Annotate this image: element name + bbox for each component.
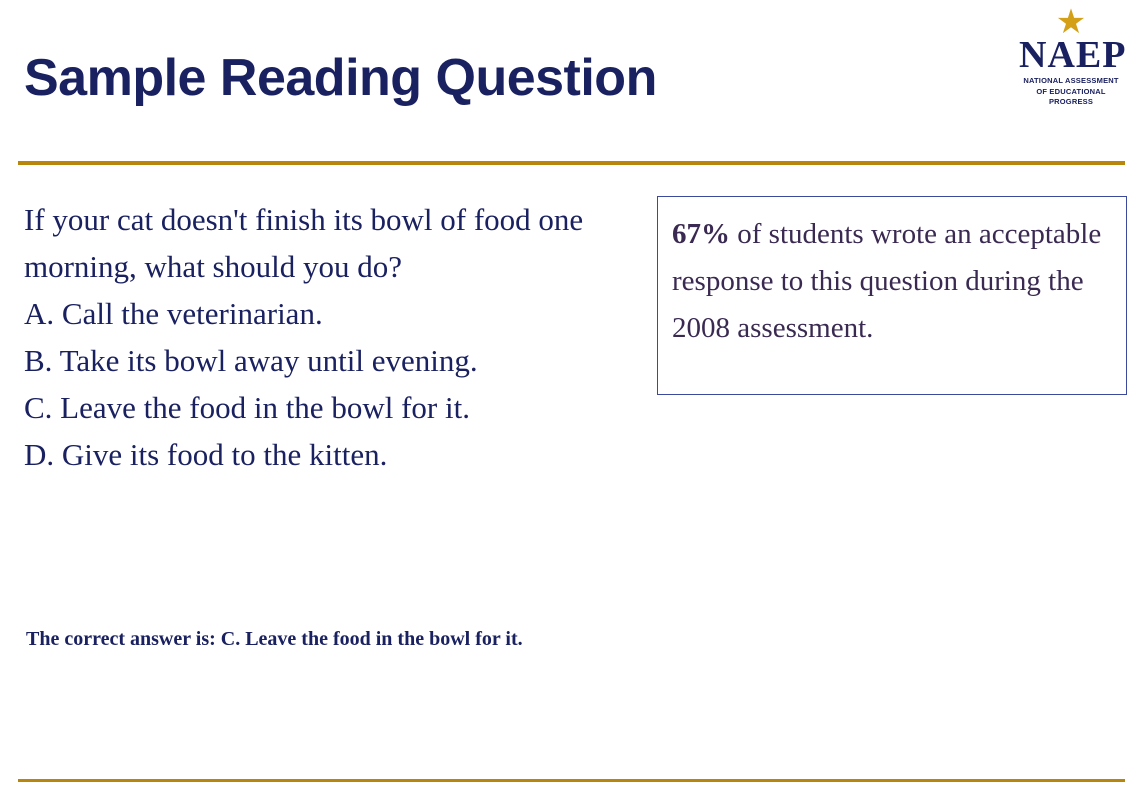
callout-text (672, 211, 1108, 352)
list-item: C. Leave the food in the bowl for it. (24, 390, 470, 425)
footer-divider (18, 779, 1125, 782)
page-title: Sample Reading Question (24, 49, 657, 107)
statistic-description: of students wrote an acceptable response to this question during the 2008 assessment. (672, 218, 1102, 344)
statistic-percent: 67% (672, 218, 730, 250)
header-divider (18, 161, 1125, 165)
naep-tagline-line3: PROGRESS (1048, 97, 1094, 106)
question-stem: If your cat doesn't finish its bowl of food one morning, what should you do? (24, 202, 584, 284)
naep-tagline-line2: OF EDUCATIONAL (1036, 86, 1106, 96)
star-icon: ★ (1055, 4, 1087, 41)
list-item: A. Call the veterinarian. (24, 296, 323, 331)
naep-tagline-line1: NATIONAL ASSESSMENT (1023, 76, 1119, 85)
correct-answer-note: The correct answer is: C. Leave the food in the bowl for it. (26, 628, 523, 650)
list-item: B. Take its bowl away until evening. (24, 343, 478, 378)
question-block (24, 196, 624, 478)
naep-acronym: NAEP (1019, 34, 1127, 76)
list-item: D. Give its food to the kitten. (24, 437, 388, 472)
statistic-callout (657, 196, 1127, 395)
naep-logo (1019, 4, 1127, 106)
answer-choice-list (24, 290, 624, 478)
